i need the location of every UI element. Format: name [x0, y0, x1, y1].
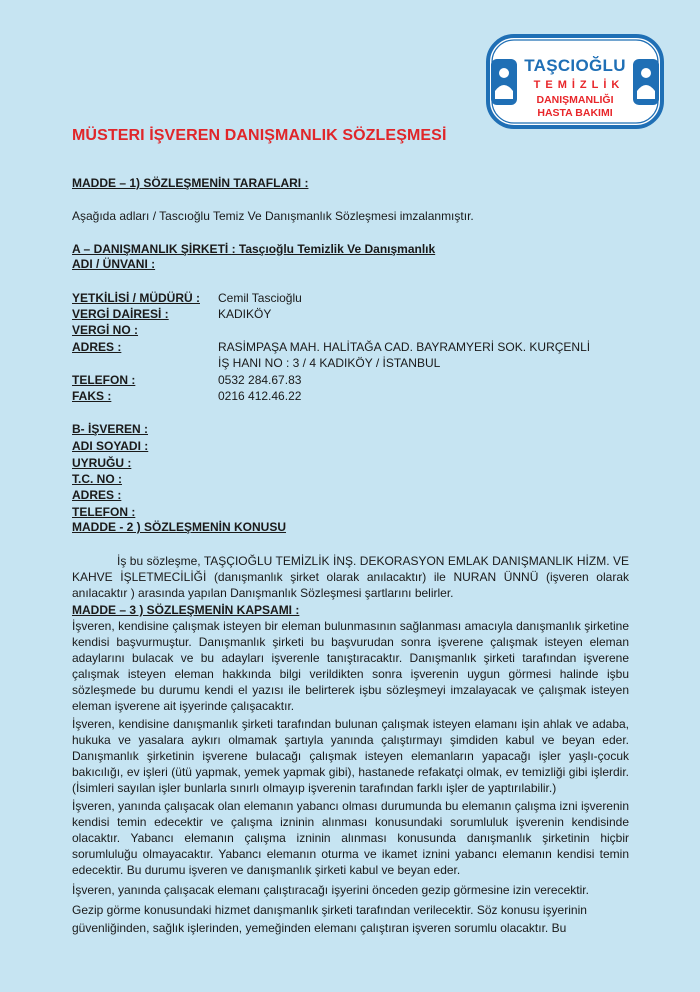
sirket-heading-value: : Tasçıoğlu Temizlik Ve Danışmanlık [231, 242, 436, 256]
madde3-heading: MADDE – 3 ) SÖZLEŞMENİN KAPSAMI : [72, 603, 300, 617]
madde1-intro: Aşağıda adları / Tascıoğlu Temiz Ve Danışmanlık Sözleşmesi imzalanmıştır. [72, 209, 474, 223]
sirket-adres-value-1: RASİMPAŞA MAH. HALİTAĞA CAD. BAYRAMYERİ SOK. KURÇENLİ [218, 340, 591, 354]
isveren-telefon-label: TELEFON : [72, 505, 136, 519]
madde2-text: İş bu sözleşme, TAŞÇIOĞLU TEMİZLİK İNŞ. DEKORASYON EMLAK DANIŞMANLIK HİZM. VE KAHVE İŞLETMECİLİĞİ (danışmanlık şirket olarak anılacaktır) ile NURAN ÜNNÜ (işveren olarak anılacaktır ) arasında yapılan Danışmanlık Sözleşmesi şartlarını belirler. [72, 554, 629, 600]
sirket-vergi-dairesi-label: VERGİ DAİRESİ : [72, 307, 169, 321]
isveren-tc-label: T.C. NO : [72, 472, 122, 486]
company-logo [486, 33, 664, 130]
madde2-heading: MADDE - 2 ) SÖZLEŞMENİN KONUSU [72, 520, 287, 534]
madde3-paragraph-1: İşveren, kendisine çalışmak isteyen bir eleman bulunmasının sağlanması amacıyla danışmanlık şirketine kendisi başvurmuştur. Danışmanlık şirketi bu başvurudan sonra işverene çalışmak isteyen eleman adaylarını bulacak ve bu adayları işverenle tanıştıracaktır. Danışmanlık şirketi tarafından işverene çalışmak isteyen eleman hakkında bilgi verildikten sonra işverenin uygun görmesi halinde işbu sözleşmede bu durumu kendi el yazısı ile belirterek işbu sözleşmeyi imzalayacak ve çalışmak isteyen eleman işverene ait işyerinde çalışacaktır. [72, 619, 629, 713]
sirket-yetkili-value: Cemil Tascioğlu [218, 291, 302, 305]
sirket-vergi-dairesi-row [72, 307, 271, 322]
logo-line-2: DANIŞMANLIĞI [536, 94, 614, 106]
madde3-paragraph-2: İşveren, kendisine danışmanlık şirketi tarafından bulunan çalışmak isteyen elamanı işin ahlak ve adaba, hukuka ve yasalara aykırı olmamak şartıyla yanında çalıştırmayı şimdiden kabul ve beyan eder. Danışmanlık şirketinin işverene bulacağı çalışmak isteyen elemanların yapacağı işler yaşlı-çocuk bakıcılığı, ev işleri (ütü yapmak, yemek yapmak gibi), hastanede refakatçi olmak, ev temizliği gibi işlerdir. (İsimleri sayılan işler bunlarla sınırlı olmayıp işverenin tarafından farklı işler de yaptırılabilir.) [72, 717, 629, 795]
sirket-faks-value: 0216 412.46.22 [218, 389, 302, 403]
sirket-adres-value-2: İŞ HANI NO : 3 / 4 KADIKÖY / İSTANBUL [218, 356, 441, 370]
logo-brand: TAŞCIOĞLU [524, 56, 626, 75]
madde3-paragraph-5: Gezip görme konusundaki hizmet danışmanlık şirketi tarafından verilecektir. Söz konusu işyerinin [72, 903, 587, 917]
isveren-ad-label: ADI SOYADI : [72, 439, 149, 453]
sirket-adres-label: ADRES : [72, 340, 122, 354]
madde1-heading: MADDE – 1) SÖZLEŞMENİN TARAFLARI : [72, 176, 309, 190]
sirket-heading-row [72, 242, 435, 257]
madde3-paragraph-6: güvenliğinden, sağlık işlerinden, yemeğinden elemanı çalıştıran işveren sorumlu olacaktır. Bu [72, 921, 567, 935]
sirket-yetkili-row [72, 291, 302, 306]
logo-line-1: TEMİZLİK [533, 79, 625, 91]
isveren-adres-label: ADRES : [72, 488, 122, 502]
sirket-faks-row [72, 389, 301, 404]
document-title: MÜSTERI İŞVEREN DANIŞMANLIK SÖZLEŞMESİ [72, 127, 447, 144]
sirket-heading-label: A – DANIŞMANLIK ŞİRKETİ [72, 242, 232, 256]
madde3-paragraph-3: İşveren, yanında çalışacak olan elemanın yabancı olması durumunda bu elemanın çalışma izni işverenin kendisi temin edecektir ve çalışma izninin alınması konusundaki sorumluluk işverenin kendisinde olacaktır. Yabancı elemanın çalışma izninin alınması konusunda danışmanlık şirketinin hiçbir sorumluluğu olmayacaktır. Yabancı elemanın oturma ve ikamet iznini yabancı elemanın kendisi temin edecektir. Bu durumu işveren ve danışmanlık şirketi kabul ve beyan eder. [72, 799, 629, 877]
isveren-uyrugu-label: UYRUĞU : [72, 456, 132, 470]
sirket-faks-label: FAKS : [72, 389, 112, 403]
sirket-vergi-dairesi-value: KADIKÖY [218, 307, 272, 321]
isveren-heading: B- İŞVEREN : [72, 422, 149, 436]
sirket-telefon-row [72, 373, 301, 388]
sirket-telefon-value: 0532 284.67.83 [218, 373, 302, 387]
sirket-vergi-no-label: VERGİ NO : [72, 323, 139, 337]
sirket-yetkili-label: YETKİLİSİ / MÜDÜRÜ : [72, 291, 200, 305]
sirket-unvan-label: ADI / ÜNVANI : [72, 257, 156, 271]
madde3-paragraph-4: İşveren, yanında çalışacak elemanı çalıştıracağı işyerini önceden gezip görmesine izin verecektir. [72, 883, 589, 897]
logo-line-3: HASTA BAKIMI [537, 107, 613, 119]
sirket-telefon-label: TELEFON : [72, 373, 136, 387]
sirket-adres-row [72, 340, 590, 355]
